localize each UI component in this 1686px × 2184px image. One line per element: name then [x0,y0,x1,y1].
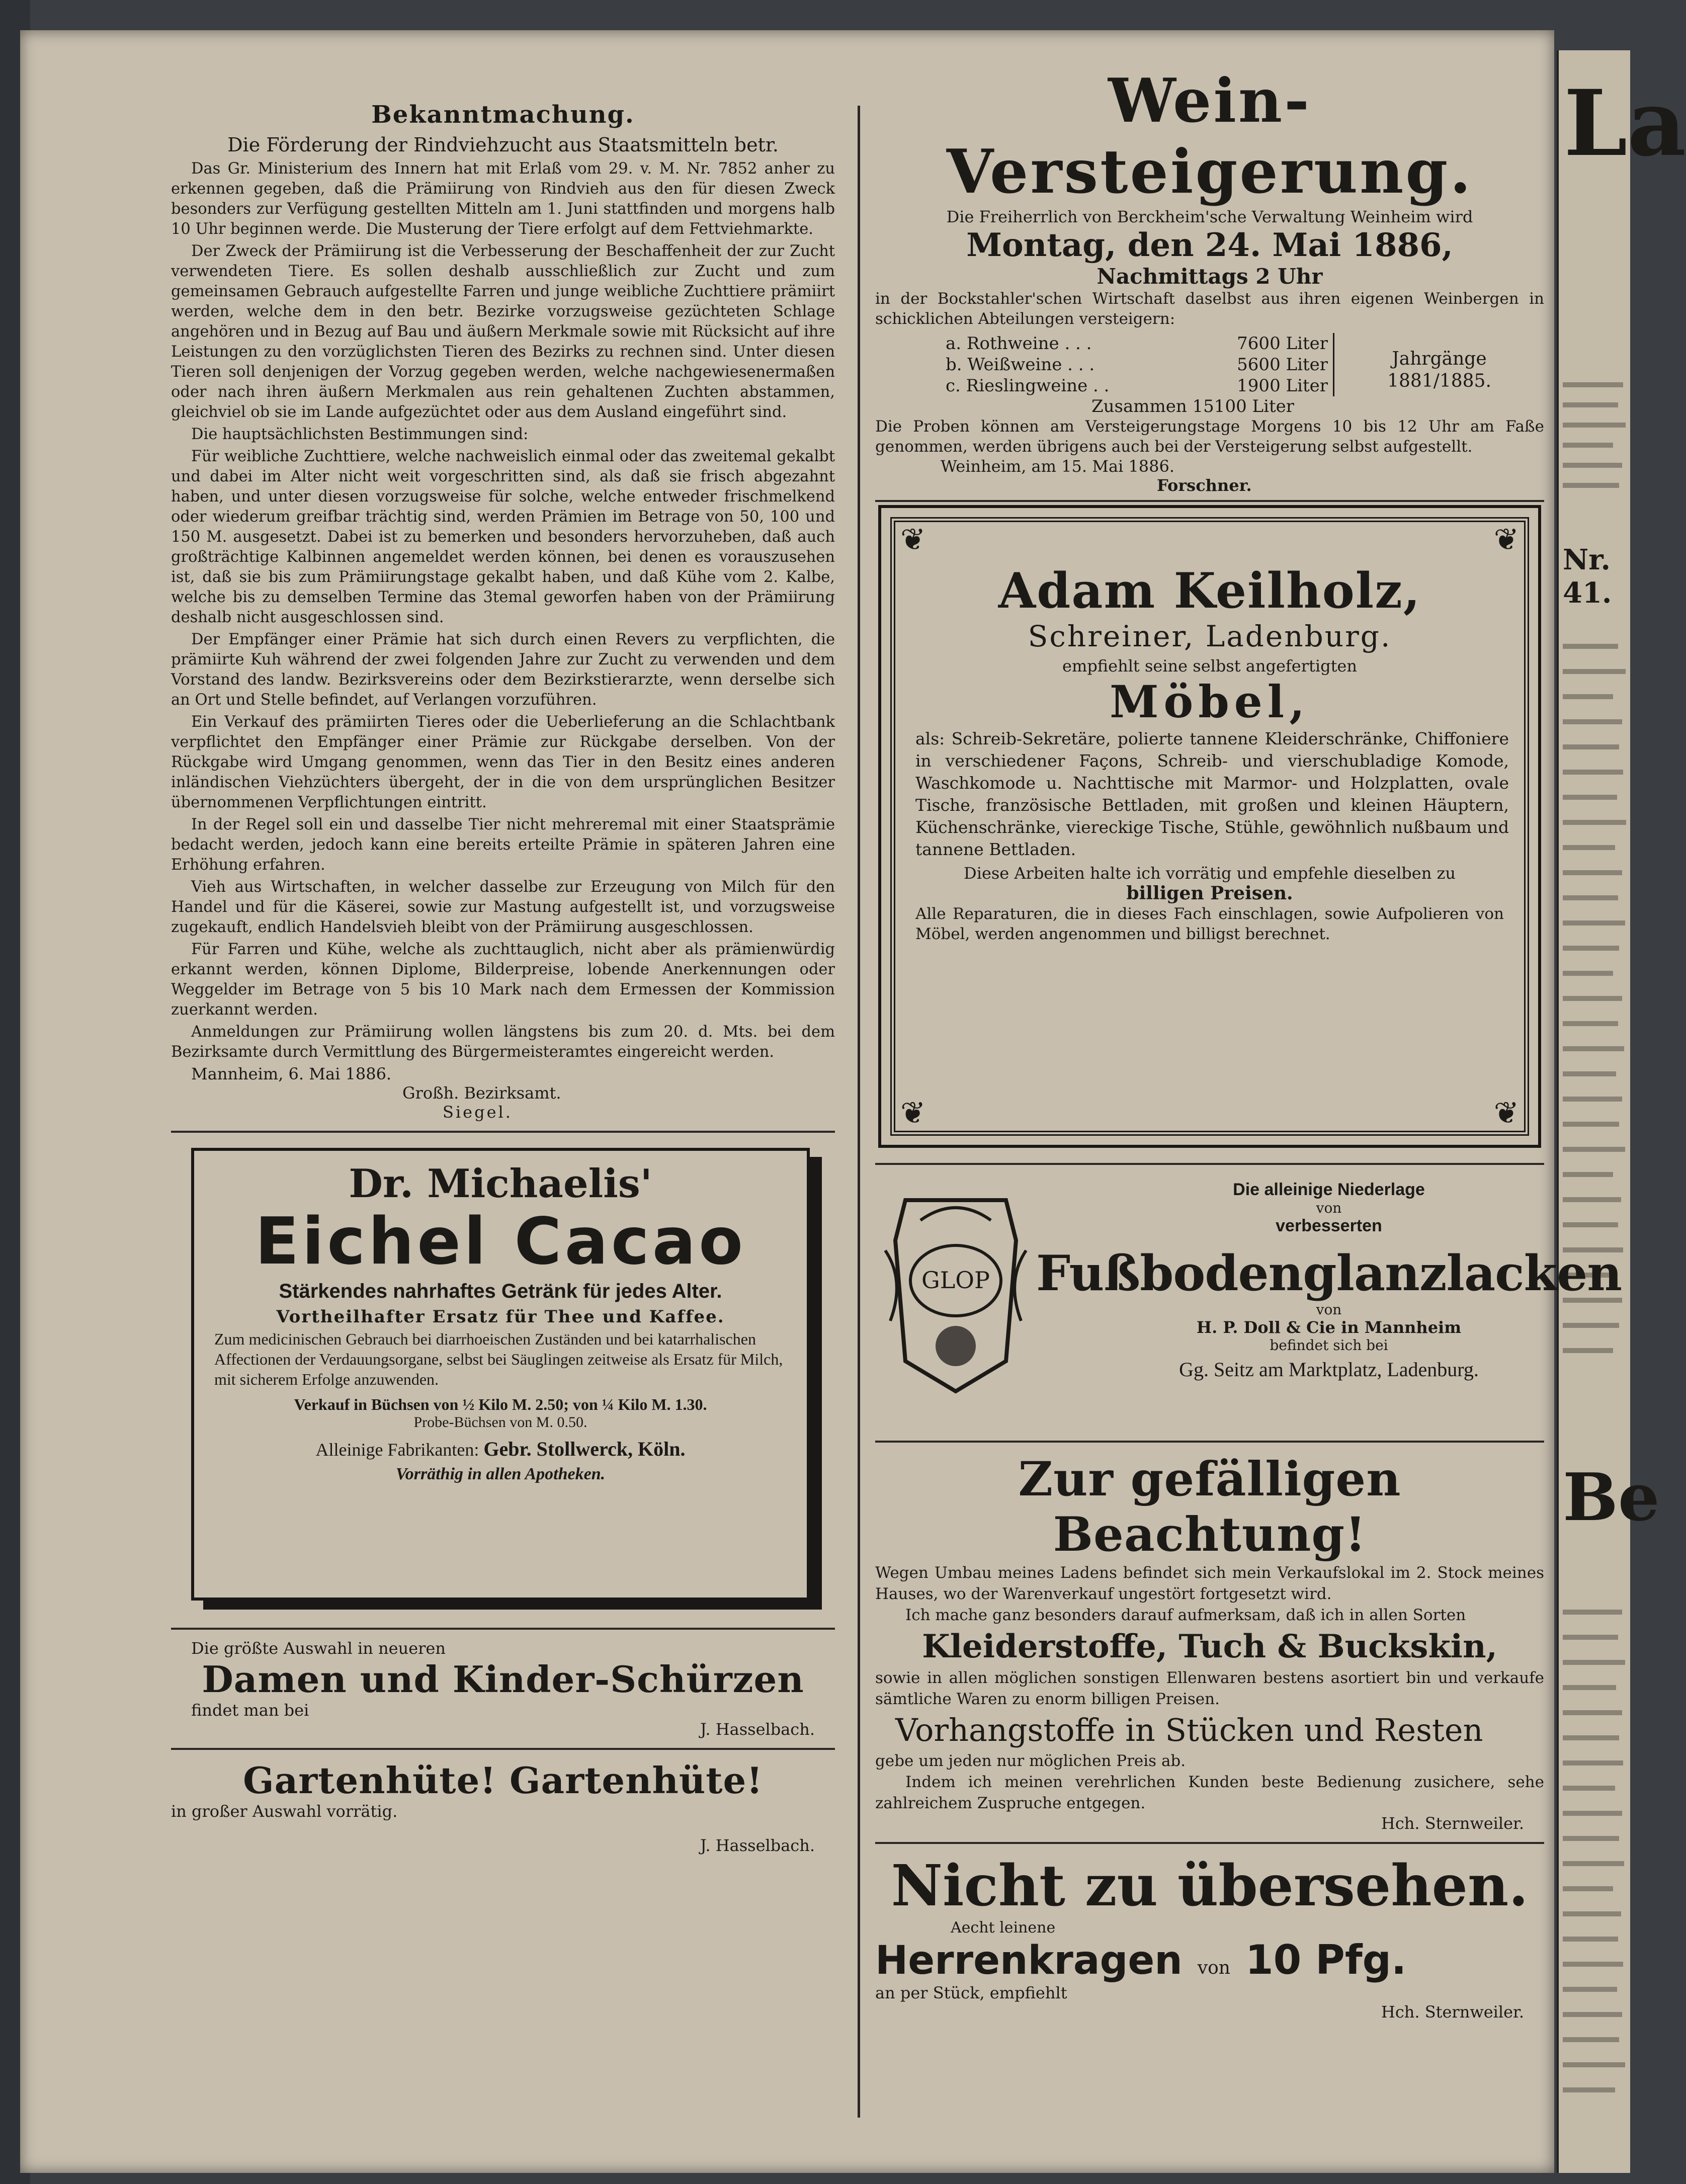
nicht-von: von [1197,1958,1230,1978]
bekanntmachung-notice [171,101,835,1122]
fussboden-line3: verbesserten [1276,1216,1382,1235]
nicht-sub: Aecht leinene [951,1919,1056,1937]
notice-subtitle: Die Förderung der Rindviehzucht aus Staatsmitteln betr. [227,134,779,156]
keilholz-intro: empfiehlt seine selbst angefertigten [1062,656,1357,676]
notice-signature: Siegel. [443,1103,513,1122]
wein-intro: Die Freiherrlich von Berckheim'sche Verwaltung Weinheim wird [946,207,1473,226]
section-rule [171,1748,835,1750]
fussboden-line1: Die alleinige Niederlage [1233,1180,1425,1199]
gartenhuete-signer: J. Hasselbach. [700,1836,815,1855]
beachtung-headline: Zur gefälligen Beachtung! [1018,1452,1401,1562]
nicht-item: Herrenkragen [875,1938,1183,1983]
fussboden-maker: H. P. Doll & Cie in Mannheim [1196,1318,1462,1337]
beachtung-ad [875,1452,1544,1833]
adjacent-page-heading: Be [1563,1459,1660,1536]
schuerzen-ad [171,1639,835,1739]
gartenhuete-sub: in großer Auswahl vorrätig. [171,1802,398,1821]
wein-versteigerung-ad [875,65,1544,495]
ornament-icon: ❦ [1493,1096,1519,1131]
column-divider [858,106,860,2118]
notice-authority: Großh. Bezirksamt. [402,1083,561,1103]
eichel-product-name: Eichel Cacao [255,1204,746,1279]
ornament-icon: ❦ [900,522,926,557]
wein-place-date: Weinheim, am 15. Mai 1886. [941,457,1175,476]
wein-signer: Forschner. [1157,476,1252,495]
notice-paragraph: Der Zweck der Prämiirung ist die Verbesserung der Beschaffenheit der zur Zucht verwendeten Tiere. Es sollen deshalb ausschließlich zur Zucht und zum gemeinsamen Gebrauch aufgestellte Farren und junge weibliche Zuchttiere prämiirt werden, welche dem in den betr. Bezirke vorzugsweise gezüchteten Schlage angehören und in Bezug auf Bau und äußern Merkmale sowie mit Rücksicht auf ihre Leistungen zu den vorzüglichsten Tieren des Bezirks zu rechnen sind. Unter diesen Tieren soll denjenigen der Vorzug gegeben werden, welche nachgewiesenermaßen oder nach ihren äußern Merkmalen aus rein gehaltenen Zuchten abstammen, gleichviel ob sie im Lande aufgezüchtet oder aus dem Ausland eingeführt sind. [171,242,835,421]
eichel-tagline: Stärkendes nahrhaftes Getränk für jedes Alter. [279,1280,722,1302]
notice-place-date: Mannheim, 6. Mai 1886. [191,1064,392,1083]
eichel-prices: Verkauf in Büchsen von ½ Kilo M. 2.50; von ¼ Kilo M. 1.30. [294,1395,707,1413]
eichel-medical-use: Zum medicinischen Gebrauch bei diarrhoeischen Zuständen und bei katarrhalischen Affectionen der Verdauungsorgane, selbst bei Säuglingen zeitweise als Ersatz für Milch, mit sicherem Erfolge anzuwenden. [214,1330,783,1388]
wine-table [946,333,1544,396]
nicht-headline: Nicht zu übersehen. [891,1853,1529,1919]
adjacent-page-edge [1557,50,1686,2173]
nicht-price: 10 Pfg. [1245,1937,1407,1983]
beachtung-big1: Kleiderstoffe, Tuch & Buckskin, [922,1628,1497,1665]
eichel-sample-price: Probe-Büchsen von M. 0.50. [413,1414,587,1431]
emblem-icon [875,1180,1036,1401]
schuerzen-intro: Die größte Auswahl in neueren [191,1639,446,1658]
keilholz-headline: Möbel, [1110,676,1310,728]
keilholz-repairs: Alle Reparaturen, die in dieses Fach einschlagen, sowie Aufpolieren von Möbel, werden angenommen und billigst berechnet. [915,905,1504,943]
notice-title: Bekanntmachung. [371,101,635,129]
schuerzen-headline: Damen und Kinder-Schürzen [202,1658,804,1701]
notice-body [171,159,835,1062]
keilholz-prices: billigen Preisen. [1126,883,1293,904]
wine-years [1334,333,1544,396]
fussboden-line5: befindet sich bei [1270,1337,1388,1354]
eichel-availability: Vorräthig in allen Apotheken. [395,1465,606,1483]
section-rule [875,1842,1544,1844]
eichel-substitute: Vortheilhafter Ersatz für Thee und Kaffee. [276,1307,725,1327]
beachtung-text5: Indem ich meinen verehrlichen Kunden beste Bedienung zusichere, sehe zahlreichem Zuspruche entgegen. [875,1773,1544,1812]
wine-rows [946,333,1334,396]
wine-label: c. Rieslingweine . . [946,376,1110,396]
wein-proben: Die Proben können am Versteigerungstage Morgens 10 bis 12 Uhr am Faße genommen, werden übrigens auch bei der Versteigerung selbst aufgestellt. [875,417,1544,456]
beachtung-text1: Wegen Umbau meines Ladens befindet sich mein Verkaufslokal im 2. Stock meines Hauses, wo der Warenverkauf ungestört fortgesetzt wird. [875,1564,1544,1603]
adjacent-page-masthead: La [1564,70,1686,177]
notice-paragraph: In der Regel soll ein und dasselbe Tier nicht mehreremal mit einer Staatsprämie bedacht werden, jedoch kann eine bereits erteilte Prämie in späteren Jahren eine Erhöhung erfahren. [171,816,835,874]
wein-title: Wein-Versteigerung. [946,65,1473,207]
notice-paragraph: Für Farren und Kühe, welche als zuchttauglich, nicht aber als prämienwürdig erkannt werden, können Diplome, Bilderpreise, lobende Anerkennungen oder Weggelder im Betrage von 5 bis 10 Mark nach dem Ermessen der Kommission zuerkannt werden. [171,941,835,1019]
beachtung-text4: gebe um jeden nur möglichen Preis ab. [875,1752,1186,1770]
ornament-icon: ❦ [900,1096,926,1131]
wine-sum: Zusammen 15100 Liter [1091,396,1295,416]
keilholz-trade: Schreiner, Ladenburg. [1028,619,1392,653]
wein-date: Montag, den 24. Mai 1886, [966,226,1453,264]
keilholz-stock: Diese Arbeiten halte ich vorrätig und empfehle dieselben zu [964,864,1456,883]
adjacent-page-issue: Nr. 41. [1563,543,1612,610]
beachtung-text3: sowie in allen möglichen sonstigen Ellenwaren bestens asortiert bin und verkaufe sämtliche Waren zu enorm billigen Preisen. [875,1669,1544,1708]
emblem-monogram: GLOP [921,1267,990,1294]
beachtung-big2: Vorhangstoffe in Stücken und Resten [895,1712,1483,1748]
eichel-manufacturer-label: Alleinige Fabrikanten: [315,1440,479,1460]
gartenhuete-ad [171,1759,835,1855]
left-column [171,70,835,1855]
eichel-manufacturer [194,1437,807,1461]
wine-amount: 5600 Liter [1237,355,1328,375]
wine-amount: 7600 Liter [1237,333,1328,354]
notice-paragraph: Anmeldungen zur Prämiirung wollen längstens bis zum 20. d. Mts. bei dem Bezirksamte durch Vermittlung des Bürgermeisteramtes eingereicht werden. [171,1023,835,1061]
schuerzen-found: findet man bei [191,1701,309,1720]
keilholz-ad [890,517,1529,1136]
wein-text: in der Bockstahler'schen Wirtschaft daselbst aus ihren eigenen Weinbergen in schicklichen Abteilungen versteigern: [875,290,1544,328]
nicht-tail: an per Stück, empfiehlt [875,1983,1067,2002]
wine-row [946,354,1328,375]
notice-paragraph: Die hauptsächlichsten Bestimmungen sind: [191,426,529,443]
wine-amount: 1900 Liter [1237,376,1328,396]
ornament-icon: ❦ [1493,522,1519,557]
keilholz-name: Adam Keilholz, [998,562,1421,619]
notice-paragraph: Der Empfänger einer Prämie hat sich durch einen Revers zu verpflichten, die prämiirte Kuh während der zwei folgenden Jahre zur Zucht zu verwenden und dem Vorstand des landw. Bezirksvereins oder dem Bezirkstierarzte, wenn derselbe sich an Ort und Stelle befindet, auf Verlangen vorzuführen. [171,631,835,709]
wine-years-value: 1881/1885. [1387,371,1491,391]
beachtung-text2: Ich mache ganz besonders darauf aufmerksam, daß ich in allen Sorten [905,1606,1466,1624]
wine-row [946,333,1328,354]
fussboden-line2: von [1316,1200,1342,1216]
wein-time: Nachmittags 2 Uhr [1097,264,1323,289]
wine-label: a. Rothweine . . . [946,333,1092,354]
beachtung-signer: Hch. Sternweiler. [1381,1814,1524,1833]
fussboden-line4: von [1316,1301,1342,1318]
notice-paragraph: Ein Verkauf des prämiirten Tieres oder die Ueberlieferung an die Schlachtbank verpflichtet den Empfänger einer Prämie zur Rückgabe derselben. Von der Rückgabe wird Umgang genommen, wenn das Tier in den Besitz eines anderen inländischen Viehzüchters übergeht, der in die von dem ursprünglichen Besitzer übernommenen Verpflichtungen eintritt. [171,713,835,811]
section-rule [171,1628,835,1630]
notice-paragraph: Das Gr. Ministerium des Innern hat mit Erlaß vom 29. v. M. Nr. 7852 anher zu erkennen gegeben, daß die Prämiirung von Rindvieh aus den für diesen Zweck besonders zur Verfügung gestellten Mitteln am 1. Juni stattfinden und morgens halb 10 Uhr beginnen werde. Die Musterung der Tiere erfolgt auf dem Fettviehmarkte. [171,160,835,238]
eichel-cacao-ad [191,1148,810,1601]
wine-row [946,375,1328,396]
fussboden-text [1036,1180,1622,1432]
fussboden-dealer: Gg. Seitz am Marktplatz, Ladenburg. [1179,1358,1479,1381]
section-rule [875,1441,1544,1443]
notice-paragraph: Für weibliche Zuchttiere, welche nachweislich einmal oder das zweitemal gekalbt und dabei im Alter nicht weit vorgeschritten sind, als daß sie frisch abgezahnt haben, und unter diesen vorzugsweise für solche, welche entweder frischmelkend oder wiederum greifbar trächtig sind, werden Prämien im Betrage von 50, 100 und 150 M. ausgesetzt. Dabei ist zu bemerken und besonders hervorzuheben, daß auch großträchtige Kalbinnen angemeldet werden können, bei denen es vorauszusehen ist, daß sie bis zum Prämiirungstage gekalbt haben, und daß Kühe vom 2. Kalbe, welche bis zu demselben Termine das 3temal geworfen haben von der Prämiirung deshalb nicht ausgeschlossen sind. [171,448,835,626]
fussboden-headline: Fußbodenglanzlacken [1036,1245,1622,1302]
section-rule [171,1131,835,1133]
nicht-signer: Hch. Sternweiler. [1381,2002,1524,2022]
section-rule [875,500,1544,502]
gartenhuete-headline: Gartenhüte! Gartenhüte! [243,1759,763,1802]
schuerzen-signer: J. Hasselbach. [700,1720,815,1739]
nicht-uebersehen-ad [875,1853,1544,2022]
wine-label: b. Weißweine . . . [946,355,1095,375]
notice-paragraph: Vieh aus Wirtschaften, in welcher dasselbe zur Erzeugung von Milch für den Handel und für die Käserei, sowie zur Mastung aufgestellt ist, und vorzugsweise zugekauft, endlich Handelsvieh bleibt von der Prämiirung ausgeschlossen. [171,878,835,936]
eichel-manufacturer-name: Gebr. Stollwerck, Köln. [483,1438,686,1460]
section-rule [875,1163,1544,1165]
fussboden-ad [875,1180,1622,1432]
eichel-brand-owner: Dr. Michaelis' [349,1161,652,1207]
wine-years-label: Jahrgänge [1392,349,1487,369]
keilholz-list: als: Schreib-Sekretäre, polierte tannene Kleiderschränke, Chiffoniere in verschiedener Façons, Schreib- und vierschubladige Komode, Waschkomode u. Nachttische mit Marmor- und Holzplatten, ovale Tische, französische Bettladen, mit großen und kleinen Häuptern, Küchenschränke, viereckige Tische, Stühle, gewöhnlich nußbaum und tannene Bettladen. [915,729,1509,859]
nicht-offer [875,1937,1544,1983]
